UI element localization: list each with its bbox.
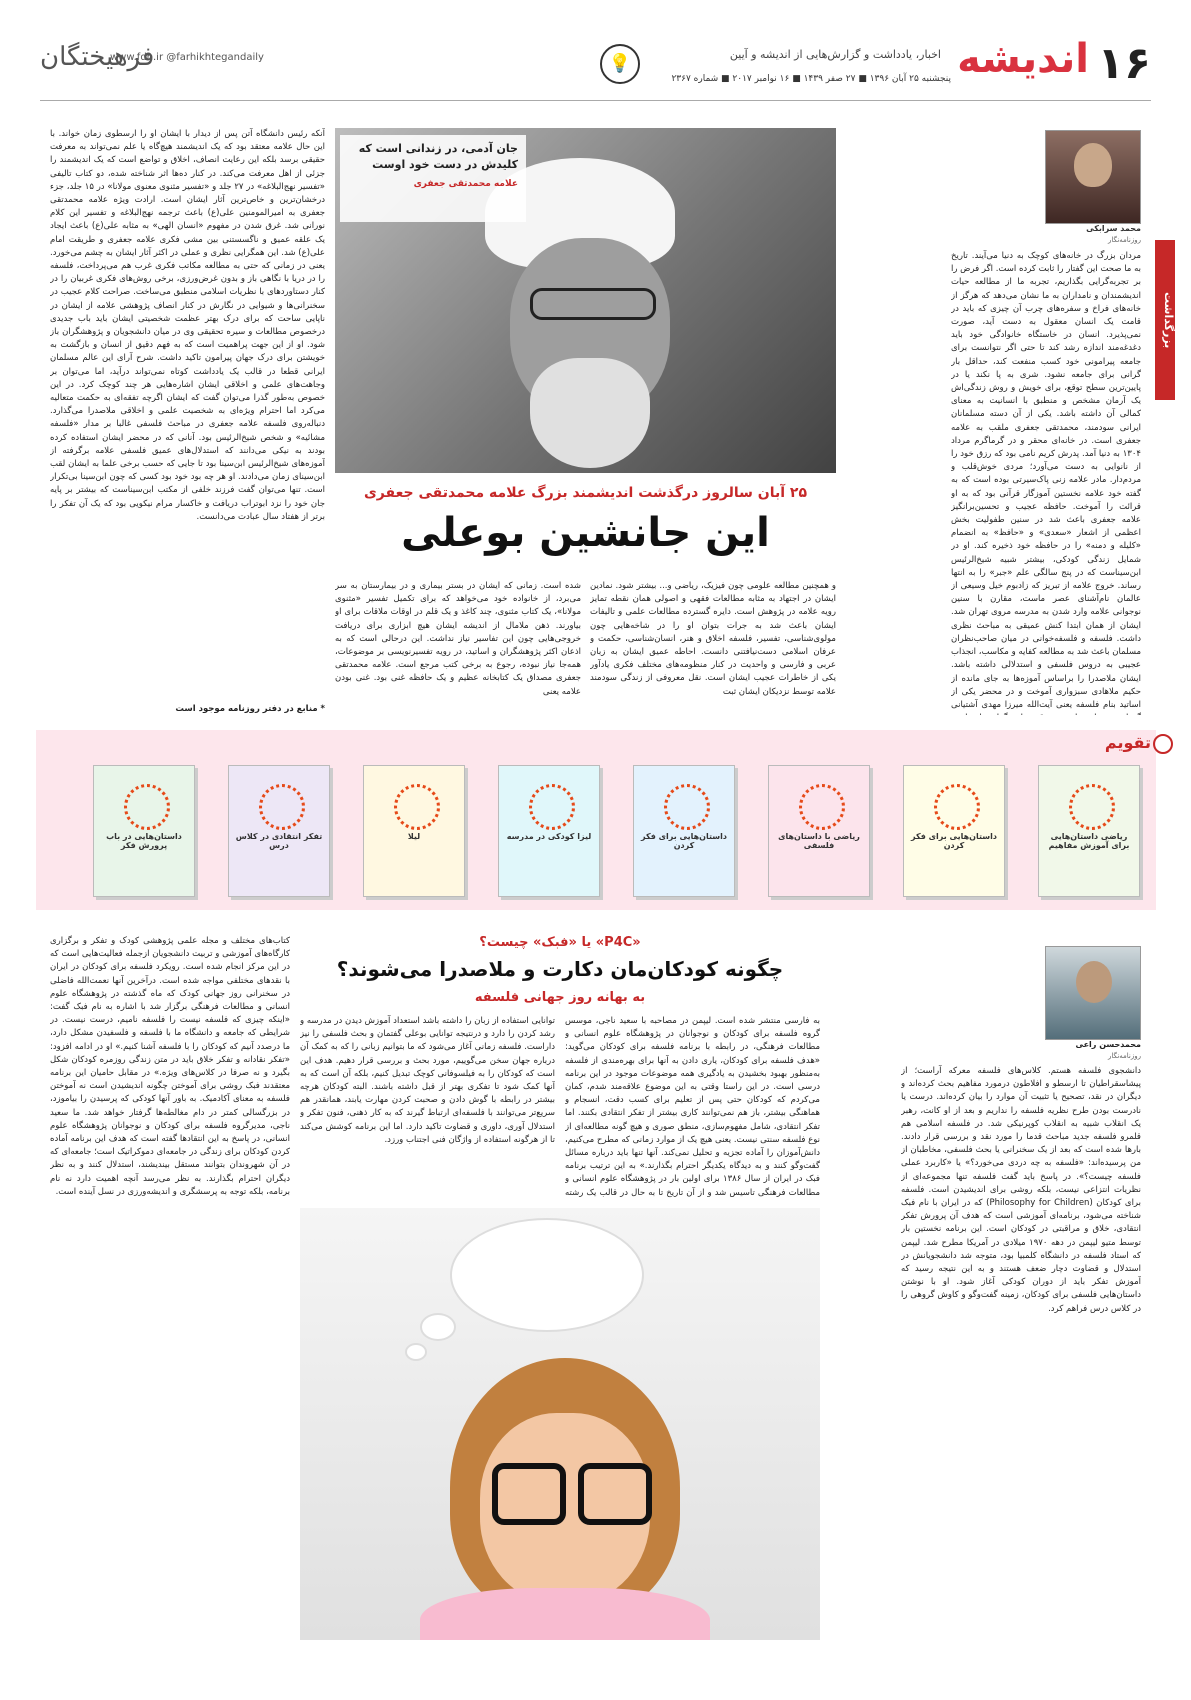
quote-author: علامه محمدتقی جعفری bbox=[413, 179, 518, 189]
article-column-4: کتاب‌های مختلف و مجله علمی پژوهشی کودک و تفکر و برگزاری کارگاه‌های آموزشی و تربیت دانشجویان ازجمله فعالیت‌هایی است که در این مرکز انجام شده است. رویکرد فلسفه برای کودکان در ایران با نقدهای مختلفی مواجه شده است. درآخرین آنها نعمت‌الله فاضلی در سخنرانی روز جهانی کودک که ماه گذشته در پژوهشگاه علوم انسانی و مطالعات فرهنگی برگزار شد با اشاره به نام فبک گفت: «اینکه چیزی که فلسفه نیست را فلسفه نامیم، درست نیست. در شرایطی که جامعه و دانشگاه ما با فلسفه و فلسفیدن مشکل دارد، ما درصدد آنیم که کودکان را با فلسفه آشنا کنیم.» او در ادامه افزود: «تفکر نقادانه و تفکر خلاق باید در متن زندگی روزمره کودکان شکل بگیرد و نه صرفا در کلاس‌های ویژه.» در مقابل حامیان این برنامه معتقدند فبک روشی برای آموختن چگونه اندیشیدن است نه آموختن فلسفه به معنای آکادمیک. به باور آنها کودکی که پرسیدن را بیاموزد، در بزرگسالی کمتر در دام مغالطه‌ها گرفتار خواهد شد. ما سعید ناجی، مدیرگروه فلسفه برای کودکان و نوجوانان پژوهشگاه علوم انسانی، در پاسخ به این انتقادها گفته است که هدف این برنامه آماده کردن کودکان برای زندگی در جامعه‌ای دموکراتیک است؛ جامعه‌ای که در آن شهروندان بتوانند مستقل بیندیشند، استدلال کنند و به نظر دیگران احترام بگذارند. به نظر می‌رسد آنچه اهمیت دارد نه نام برنامه، بلکه توجه به پرسشگری و اندیشه‌ورزی در نسل آینده است. bbox=[50, 936, 290, 1197]
book-cover: ریاضی داستان‌هایی برای آموزش مفاهیم bbox=[1038, 765, 1140, 897]
beard-shape bbox=[530, 358, 650, 468]
glasses-left bbox=[492, 1463, 566, 1525]
author-name: محمد سرابکی bbox=[1086, 224, 1141, 233]
article-kicker: «P4C» یا «فبک» چیست؟ bbox=[479, 935, 641, 950]
author-photo bbox=[1045, 130, 1141, 224]
shirt-shape bbox=[420, 1588, 710, 1640]
author-face bbox=[1076, 961, 1112, 1003]
article-headline: چگونه کودکان‌مان دکارت و ملاصدرا می‌شوند؟ bbox=[336, 957, 784, 981]
glasses-right bbox=[578, 1463, 652, 1525]
child-thinking-photo bbox=[300, 1208, 820, 1640]
thought-bubble bbox=[405, 1343, 427, 1361]
section-name: اندیشه bbox=[957, 36, 1089, 82]
article-kicker: ۲۵ آبان سالروز درگذشت اندیشمند بزرگ علامه محمدتقی جعفری bbox=[363, 485, 808, 501]
article-column-3: توانایی استفاده از زبان را داشته باشد استعداد آموزش دیدن در مدرسه و رشد کردن را دارد و درنتیجه توانایی بوعلی گفتمان و بحث فلسفی را نیز داراست. فلسفه زمانی آغاز می‌شود که ما بتوانیم زبانی را که به کمک آن درباره جهان سخن می‌گوییم، مورد بحث و بررسی قرار دهیم. هدف این است که کودکان را به فیلسوفانی کوچک تبدیل کنیم، بلکه آن است که به آنها کمک شود تا تفکری بهتر از قبل داشته باشند. البته کودکان هرچه بیشتر در رابطه با گوش دادن و صحبت کردن مهارت یابند، همانقدر هم سریع‌تر می‌توانند با فلسفه‌ای ارتباط گیرند که به کار ذهنی، فنون تفکر و استدلال آوری، داوری و قضاوت تاکید دارد. اما این برنامه کوشش می‌کند تا از هرگونه استفاده از واژگان فنی اجتناب ورزد. bbox=[300, 1016, 555, 1145]
book-cover: تفکر انتقادی در کلاس درس bbox=[228, 765, 330, 897]
author-role: روزنامه‌نگار bbox=[1107, 1052, 1141, 1060]
footnote: * منابع در دفتر روزنامه موجود است bbox=[175, 704, 325, 714]
calendar-title: تقویم bbox=[1104, 733, 1151, 752]
article-column-4: آنکه رئیس دانشگاه آتن پس از دیدار با ایشان او را ارسطوی زمان خواند. با این حال علامه معتقد بود که یک اندیشمند هیچ‌گاه یا علم نمی‌تواند به معرفت حقیقی برسد بلکه این رعایت انصاف، اخلاق و تواضع است که یک اندیشمند را جزئی از اهل معرفت می‌کند. در کنار ده‌ها اثر شناخته شده، دو کتاب تالیفی «تفسیر نهج‌البلاغه» در ۲۷ جلد و «تفسیر مثنوی معنوی مولانا» در ۱۵ جلد، جزء درخشان‌ترین و خاص‌ترین آثار ایشان است. ارادت ویژه علامه محمدتقی جعفری به امیرالمومنین علی(ع) باعث ترجمه نهج‌البلاغه و تفسیر این کلام نورانی شد. غرق شدن در مفهوم «انسان الهی» به مثابه علی(ع) باعث ایجاد یک علقه عمیق و ناگسستنی بین مشی فکری علامه جعفری و طریقت امام علی(ع) شد. این همگرایی نظری و عملی در اکثر آثار ایشان به چشم می‌خورد. یعنی در زمانی که حتی به مطالعه مکاتب فکری غرب هم می‌پرداخت، فلسفه را در دریا با نگاهی باز و بدون غرض‌ورزی، برخی روش‌های فکری غربیان را در کنار دستاوردهای با نظریات اسلامی منطبق می‌ساخت. صراحت کلام عجیب در سخنرانی‌ها و شیوایی در نگارش در کنار انصاف پژوهشی علامه از ایشان در ناپایی ساحت که برای درک بهتر عظمت شخصیتی ایشان باید باب جدیدی درخصوص مطالعات و سیره تحقیقی وی در میان دانشجویان و پژوهشگران باز شود. او از این جهت پراهمیت است که به فهم دقیق از انسان و بازگشت به خویشتن برای درک جهان پیرامون تاکید داشت. شرح آرای این عالم مسلمان ایرانی قطعا در قالب یک یادداشت کوتاه نمی‌تواند درآید، اما می‌توان بر وجاهت‌های علمی و اخلاقی ایشان اشاره‌هایی هر چند کوچک کرد. در این خصوص به‌طور گذرا می‌توان گفت که ایشان اگرچه تفقه‌ای به حکمت متعالیه می‌کرد اما احترام ویژه‌ای به شخصیت علمی و اخلاقی ملاصدرا می‌گذارد. دنباله‌روی فلسفه علامه جعفری در مباحث فلسفی غالبا بر مدار «فلسفه مشائیه» و شخص شیخ‌الرئیس بود. آنانی که در محضر ایشان استفاده کرده بودند به نیکی می‌دانند که استدلال‌های عمیق فلسفی علامه برگرفته از آموزه‌های شیخ‌الرئیس ابن‌سینا بود تا جایی که حسب برخی علما به ایشان لقب ابن‌سینای زمان می‌دادند. او هر چه بود خود بود کسی که چون ابن‌سینا بی‌تکرار است. تنها می‌توان گفت فرزند خلفی از مکتب ابن‌سیناست که بیشتر بر پایه جان خود را نزد ابوتراب دریافت و خاکسار مرام نیکویی بود که یک آن تفکر را برتر از هفتاد سال عبادت می‌دانست. bbox=[50, 129, 325, 522]
section-subtitle: اخبار، یادداشت و گزارش‌هایی از اندیشه و آیین bbox=[729, 48, 941, 61]
issue-line: پنجشنبه ۲۵ آبان ۱۳۹۶ ■ ۲۷ صفر ۱۴۳۹ ■ ۱۶ نوامبر ۲۰۱۷ ■ شماره ۲۳۶۷ bbox=[671, 74, 951, 84]
article-column-2: و همچنین مطالعه علومی چون فیزیک، ریاضی و... بیشتر شود. نمادین ایشان در اجتهاد به مثابه مطالعات فقهی و اصولی همان نقطه تمایز رویه علامه در پژوهش است. دایره گسترده مطالعات علمی و تالیفات ایشان باعث شد به جرات بتوان او را در شاخه‌هایی چون مولوی‌شناسی، تفسیر، فلسفه اخلاق و هنر، انسان‌شناسی، حکمت و عرفان اسلامی دست‌نیافتنی دانست. احاطه عمیق ایشان به زبان عربی و فارسی و واحدیت در کنار منظومه‌های مختلف فکری یادآور یکی از خاطرات عجیب ایشان است. نقل معروفی از زندگی سودمند علامه توسط نزدیکان ایشان ثبت bbox=[590, 581, 836, 697]
quote-box bbox=[340, 135, 526, 222]
book-cover: داستان‌هایی در باب پرورش فکر bbox=[93, 765, 195, 897]
lightbulb-icon: 💡 bbox=[600, 44, 640, 84]
book-cover: داستان‌هایی برای فکر کردن bbox=[903, 765, 1005, 897]
thought-bubble bbox=[420, 1313, 456, 1341]
section-number: ۱۶ bbox=[1097, 38, 1151, 89]
book-cover: داستان‌هایی برای فکر کردن bbox=[633, 765, 735, 897]
category-tag: بزرگداشت bbox=[1155, 240, 1175, 400]
masthead bbox=[40, 30, 1151, 101]
article-headline: این جانشین بوعلی bbox=[401, 510, 770, 556]
article-column-3: شده است. زمانی که ایشان در بستر بیماری و در بیمارستان به سر می‌برد، از خانواده خود می‌خواهد که برای تکمیل تفسیر «مثنوی مولانا»، یک کتاب مثنوی، چند کاغذ و یک قلم در اوقات ملاقات برای او بیاورند. ذهن ملامال از اندیشه ایشان هیچ ابزاری برای دریافت خروجی‌هایی چون این تفاسیر نیاز نداشت. این درحالی است که به اذعان اکثر پژوهشگران و اساتید، در رویه تفسیرنویسی بر موضوعات، همه‌جا نیاز نبوده، رجوع به برخی کتب مرجع است. علامه محمدتقی جعفری مصداق یک کتابخانه عظیم و یک حافظه غنی بود. غنی بودن علامه یعنی bbox=[335, 581, 581, 697]
thought-cloud bbox=[450, 1218, 644, 1332]
author-name: محمدحسن راعی bbox=[1075, 1040, 1141, 1049]
book-cover: لیزا کودکی در مدرسه bbox=[498, 765, 600, 897]
quote-text: جان آدمی، در زندانی است که کلیدش در دست خود اوست bbox=[358, 142, 518, 171]
author-photo bbox=[1045, 946, 1141, 1040]
article-column-2: به فارسی منتشر شده است. لیپمن در مصاحبه با سعید ناجی، موسس گروه فلسفه برای کودکان و نوجوانان در پژوهشگاه علوم انسانی و مطالعات فرهنگی، در رابطه با برنامه فلسفه برای کودکان می‌گوید: «هدف فلسفه برای کودکان، یاری دادن به آنها برای بهره‌مندی از فلسفه به‌منظور بهبود بخشیدن به یادگیری همه موضوعات موجود در این برنامه درسی است. در این راستا وقتی به این موضوع علاقه‌مند شدم، کمان می‌کردم که کودکان حتی پس از تعلیم برای کسب دقت، انسجام و هماهنگی بیشتر، باز هم نمی‌توانند کاری بیشتر از تفکر انتقادی بکنند. اما تفکر انتقادی، شامل مفهوم‌سازی، منطق صوری و هیچ گونه مطالعه‌ای از نوع فلسفه سنتی نیست. یعنی هیچ یک از موارد زمانی که مطرح می‌کنیم، دانش‌آموزان را آماده تجزیه و تحلیل نمی‌کند. آنها تنها باید درباره مسائل گفت‌وگو کنند و به دیدگاه یکدیگر احترام بگذارند.» به این ترتیب برنامه فبک در ایران از سال ۱۳۸۶ برای اولین بار در پژوهشگاه علوم انسانی و مطالعات فرهنگی تاسیس شد و از آن تاریخ تا به حال در قالب یک رشته bbox=[565, 1016, 820, 1198]
author-role: روزنامه‌نگار bbox=[1107, 236, 1141, 244]
site-link[interactable]: www.fdn.ir @farhikhtegandaily bbox=[110, 52, 264, 63]
author-face bbox=[1074, 143, 1112, 187]
article-subheadline: به بهانه روز جهانی فلسفه bbox=[474, 990, 646, 1005]
glasses-shape bbox=[530, 288, 656, 320]
book-row bbox=[60, 765, 1140, 905]
calendar-icon bbox=[1153, 734, 1173, 754]
book-cover: لیلا bbox=[363, 765, 465, 897]
book-cover: ریاضی با داستان‌های فلسفی bbox=[768, 765, 870, 897]
newspaper-logo: فرهیختگان bbox=[40, 42, 155, 72]
article-column-1: دانشجوی فلسفه هستم. کلاس‌های فلسفه معرکه آراست؛ از پیشاسقراطیان تا ارسطو و افلاطون درمورد مفاهیم بحث کرده‌اند و دیگران در نقد، تصحیح یا تثبیت آن موارد را بیان کرده‌اند. درست یا نادرست بودن طرح نظریه فلسفه را نداریم و بعد از او کانت، رهبر یک انقلاب شبیه به انقلاب کوپرنیکی شد. در فلسفه اسلامی هم قلمرو فلسفه جدید مباحث قدما را مورد نقد و بررسی قرار دادند. بارها شده است که بعد از یک سخنرانی یا بحث فلسفی، مخاطبان از من پرسیده‌اند: «فلسفه به چه دردی می‌خورد؟» یا «کاربرد عملی فلسفه چیست؟». در پاسخ باید گفت فلسفه تنها مجموعه‌ای از نظریات انتزاعی نیست، بلکه روشی برای اندیشیدن است. فلسفه برای کودکان (Philosophy for Children) که در ایران با نام فبک شناخته می‌شود، برنامه‌ای آموزشی است که هدف آن پرورش تفکر انتقادی، خلاق و مراقبتی در کودکان است. این برنامه نخستین بار توسط متیو لیپمن در دهه ۱۹۷۰ میلادی در آمریکا مطرح شد. لیپمن که استاد فلسفه در دانشگاه کلمبیا بود، متوجه شد دانشجویانش در استدلال و قضاوت دچار ضعف هستند و به این نتیجه رسید که آموزش تفکر باید از دوران کودکی آغاز شود. او با نوشتن داستان‌هایی فلسفی برای کودکان، زمینه گفت‌وگو و کاوش گروهی را در کلاس درس فراهم کرد. bbox=[901, 1066, 1141, 1314]
article-column-1: مردان بزرگ در خانه‌های کوچک به دنیا می‌آیند. تاریخ به ما صحت این گفتار را ثابت کرده است. اگر فرض را بر تجربه‌گرایی بگذاریم، تجربه ما از مطالعه حیات اندیشمندان و نامداران به ما نشان می‌دهد که هرگز از خانه‌های فراخ و سفره‌های چرب آن چیزی که باید در قامت یک انسان معقول به دست آید، صورت نمی‌پذیرد. انسان در خاستگاه خانوادگی خود باید دغدغه‌مند اندازه رشد کند تا حتی اگر نتوانست برای جامعه پیرامونی خود کسب منفعت کند، حداقل بار گرانی برای جامعه نشود. شری به پا نکند یا در پایین‌ترین سطح توقع، برای خویش و روش زندگی‌اش یک آرمان مشخص و منطبق با انسانیت به معنای کمالی آن داشته باشد. یکی از آن دسته مسلمانان ایرانی سودمند، محمدتقی جعفری ملقب به علامه جعفری است. در خانه‌ای محقر و در گرماگرم مرداد ۱۳۰۴ به دنیا آمد. پدرش کریم نامی بود که رزق خود را از نانوایی به دست می‌آورد؛ مردی خوش‌قلب و مردم‌دار. مادر علامه زنی پاک‌سیرتی بوده است که به گفته خود علامه نخستین آموزگار قرآنی بود که به او قرائت را آموخت. حافظه عجیب و تحسین‌برانگیز علامه جعفری باعث شد در سنین طفولیت بخش اعظمی از اشعار «سعدی» و «حافظ» به انضمام «کلیله و دمنه» را در حافظه خود ذخیره کند. او در شمایل زندگی کودکی، بیشتر شبیه شیخ‌الرئیس ابن‌سیناست که در پنج سالگی علم «جبر» را به انتها رساند. خروج علامه از تبریز که زادبوم خیل وسیعی از عالمان نام‌آشنای عصر ماست، مقارن با سنین نوجوانی علامه وارد شدن به مدرسه مروی تهران شد. ایشان از همان ابتدا کنش عمیقی به مباحث نظری داشت. فلسفه و فلسفه‌خوانی در میان صاحب‌نظران مسلمان باعث شد به مطالعه کفایه و مکاسب، انجذاب عجیبی به دروس فلسفی و استدلالی داشته باشد. ایشان ملاصدرا را براساس آموزه‌ها به جای مانده از حکیم ملاهادی سبزواری آموخت و در محضر یکی از اساتید بنام فلسفه یعنی آیت‌الله میرزا مهدی آشتیانی bbox=[951, 251, 1141, 710]
